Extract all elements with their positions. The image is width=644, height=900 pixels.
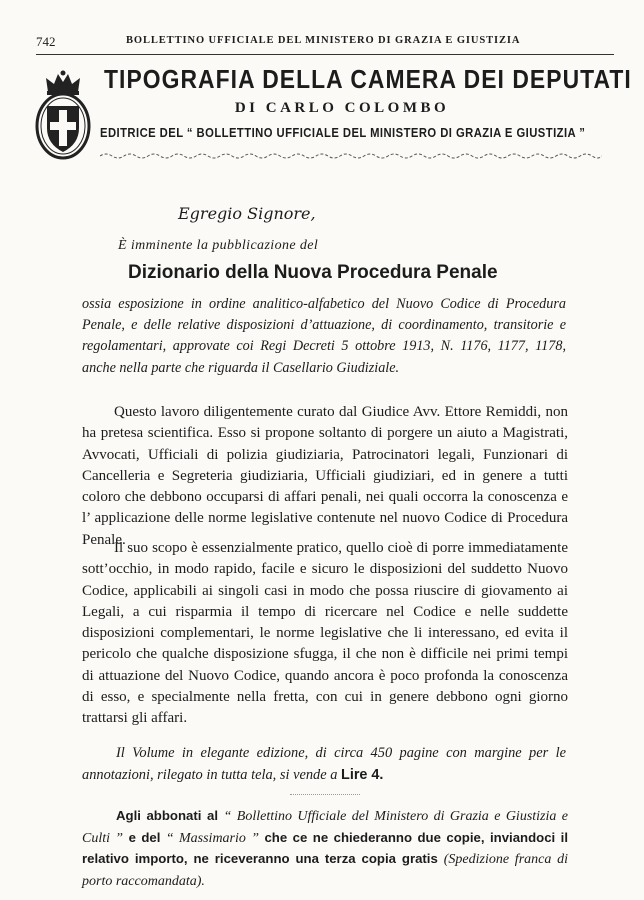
notice-part-6: (Spedizione franca di porto raccomandata). — [82, 852, 568, 889]
running-header — [36, 34, 616, 54]
journal-title: BOLLETTINO UFFICIALE DEL MINISTERO DI GRAZIA E GIUSTIZIA — [126, 35, 521, 46]
decorative-rule — [100, 152, 602, 160]
header-rule — [36, 54, 614, 55]
subscriber-notice — [82, 806, 568, 892]
section-divider — [290, 794, 360, 795]
publisher-subtitle: DI CARLO COLOMBO — [234, 100, 450, 116]
publisher-line: EDITRICE DEL “ BOLLETTINO UFFICIALE DEL MINISTERO DI GRAZIA E GIUSTIZIA ” — [100, 126, 586, 140]
page-number: 742 — [36, 34, 56, 49]
body-paragraph-2: Il suo scopo è essenzialmente pratico, quello cioè di porre immediatamente sott’occhio, in modo rapido, facile e sicuro le disposizioni del suddetto Nuovo Codice, applicabili ai singoli casi in modo che possa riuscire di giovamento ai Legali, a cui risparmia il tempo di ricercare nel Codice e nelle suddette disposizioni complementari, le norme legislative che li interessano, ed evita il pericolo che qualche disposizione sfugga, il che non è difficile nei primi tempi di attuazione del Nuovo Codice, quando ancora è poco profonda la conoscenza di esso, e specialmente nella fretta, con cui in genere debbono ogni giorno trattarsi gli affari. — [82, 540, 568, 727]
notice-part-5: che ce ne chiederanno due copie, inviandoci il relativo importo, ne riceveranno una terza copia gratis — [82, 829, 568, 866]
notice-part-2: “ Bollettino Ufficiale del Ministero di Grazia e Giustizia e Culti ” — [82, 809, 569, 846]
intro-line: È imminente la pubblicazione del — [118, 238, 319, 253]
salutation: Egregio Signore, — [178, 204, 316, 223]
closing-paragraph — [82, 742, 566, 786]
notice-part-1: Agli abbonati al — [116, 808, 218, 823]
closing-text: Il Volume in elegante edizione, di circa 450 pagine con margine per le annotazioni, rilegato in tutta tela, si vende a — [82, 745, 566, 783]
book-description: ossia esposizione in ordine analitico-alfabetico del Nuovo Codice di Procedura Penale, e delle relative disposizioni d’attuazione, di coordinamento, transitorie e regolamentari, approvate coi Regi Decreti 5 ottobre 1913, N. 1176, 1177, 1178, anche nella parte che riguarda il Casellario Giudiziale. — [82, 296, 566, 376]
book-title: Dizionario della Nuova Procedura Penale — [128, 262, 498, 283]
publisher-title: TIPOGRAFIA DELLA CAMERA DEI DEPUTATI — [104, 64, 632, 94]
notice-part-3: e del — [128, 829, 161, 845]
notice-part-4: “ Massimario ” — [165, 830, 259, 846]
body-paragraph-1: Questo lavoro diligentemente curato dal Giudice Avv. Ettore Remiddi, non ha pretesa scientifica. Esso si propone soltanto di porgere un aiuto a Magistrati, Avvocati, Ufficiali di polizia giudiziaria, Patrocinatori legali, Funzionari di Cancelleria e Segreteria giudiziaria, Ufficiali giudiziari, ed in genere a tutti coloro che debbono occuparsi di affari penali, nei quali occorra la conoscenza e l’ applicazione delle norme legislative contenute nel nuovo Codice di Procedura Penale. — [82, 404, 568, 548]
price: Lire 4. — [341, 767, 384, 783]
